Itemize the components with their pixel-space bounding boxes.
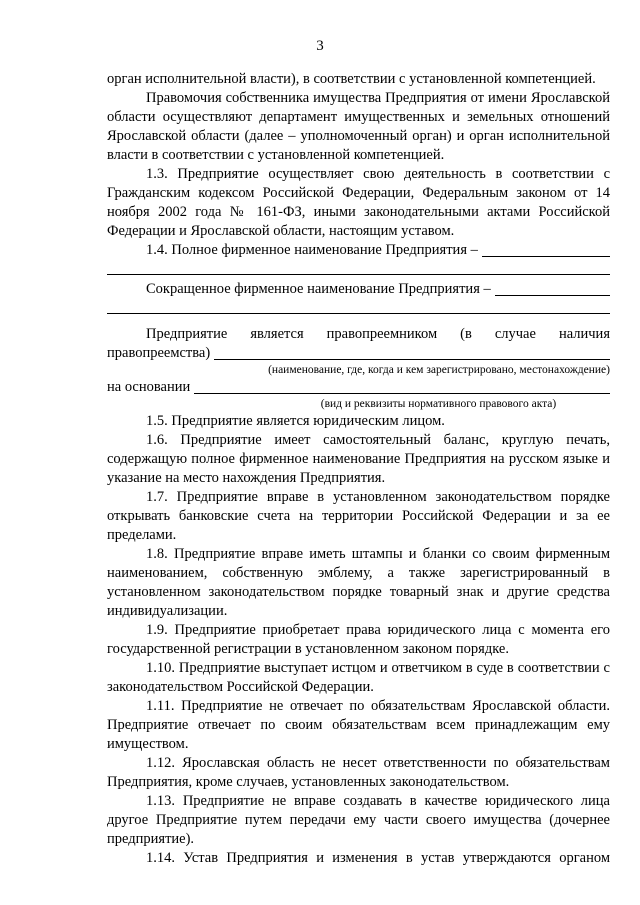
full-name-blank [482, 241, 610, 257]
paragraph-1-4: 1.4. Полное фирменное наименование Предприятия – [146, 242, 478, 258]
full-name-blank-line [107, 260, 610, 275]
basis-label: на основании [107, 379, 191, 395]
document-body [107, 70, 610, 868]
short-name-blank-line [107, 299, 610, 314]
paragraph-1-3: 1.3. Предприятие осуществляет свою деятельность в соответствии с Гражданским кодексом Российской Федерации, Федеральным законом от 14 ноября 2002 года № 161-ФЗ, иными законодательными актами Российской Федерации и Ярославской области, настоящим уставом. [107, 166, 610, 239]
short-name-row [107, 280, 610, 299]
paragraph-1-14: 1.14. Устав Предприятия и изменения в устав утверждаются органом [146, 850, 610, 866]
successor-caption: (наименование, где, когда и кем зарегистрировано, местонахождение) [268, 364, 610, 376]
successor-blank [214, 344, 610, 360]
basis-caption: (вид и реквизиты нормативного правового акта) [320, 398, 557, 410]
paragraph-1-11: 1.11. Предприятие не отвечает по обязательствам Ярославской области. Предприятие отвечает по своим обязательствам всем принадлежащим ему имуществом. [107, 698, 610, 752]
basis-row [107, 378, 610, 397]
paragraph-1-5: 1.5. Предприятие является юридическим лицом. [146, 413, 445, 429]
paragraph-1-12: 1.12. Ярославская область не несет ответственности по обязательствам Предприятия, кроме случаев, установленных законодательством. [107, 755, 610, 790]
successor-label-cont: правопреемства) [107, 345, 211, 361]
short-name-blank [495, 280, 610, 296]
paragraph-1-7: 1.7. Предприятие вправе в установленном законодательством порядке открывать банковские счета на территории Российской Федерации и за ее пределами. [107, 489, 610, 543]
paragraph-continuation: орган исполнительной власти), в соответствии с установленной компетенцией. [107, 71, 596, 87]
successor-label: Предприятие является правопреемником (в случае наличия [146, 326, 610, 342]
successor-row [107, 344, 610, 363]
basis-blank [194, 378, 610, 394]
full-name-row [107, 241, 610, 260]
paragraph-1-13: 1.13. Предприятие не вправе создавать в качестве юридического лица другое Предприятие путем передачи ему части своего имущества (дочернее предприятие). [107, 793, 610, 847]
page-number: 3 [316, 38, 324, 54]
short-name-label: Сокращенное фирменное наименование Предприятия – [146, 281, 491, 297]
paragraph-owner-rights: Правомочия собственника имущества Предприятия от имени Ярославской области осуществляют департамент имущественных и земельных отношений Ярославской области (далее – уполномоченный орган) и орган исполнительной власти в соответствии с установленной компетенцией. [107, 90, 610, 163]
paragraph-1-10: 1.10. Предприятие выступает истцом и ответчиком в суде в соответствии с законодательством Российской Федерации. [107, 660, 610, 695]
paragraph-1-8: 1.8. Предприятие вправе иметь штампы и бланки со своим фирменным наименованием, собственную эмблему, а также зарегистрированный в установленном законодательством порядке товарный знак и другие средства индивидуализации. [107, 546, 610, 619]
paragraph-1-9: 1.9. Предприятие приобретает права юридического лица с момента его государственной регистрации в установленном законом порядке. [107, 622, 610, 657]
paragraph-1-6: 1.6. Предприятие имеет самостоятельный баланс, круглую печать, содержащую полное фирменное наименование Предприятия на русском языке и указание на место нахождения Предприятия. [107, 432, 610, 486]
